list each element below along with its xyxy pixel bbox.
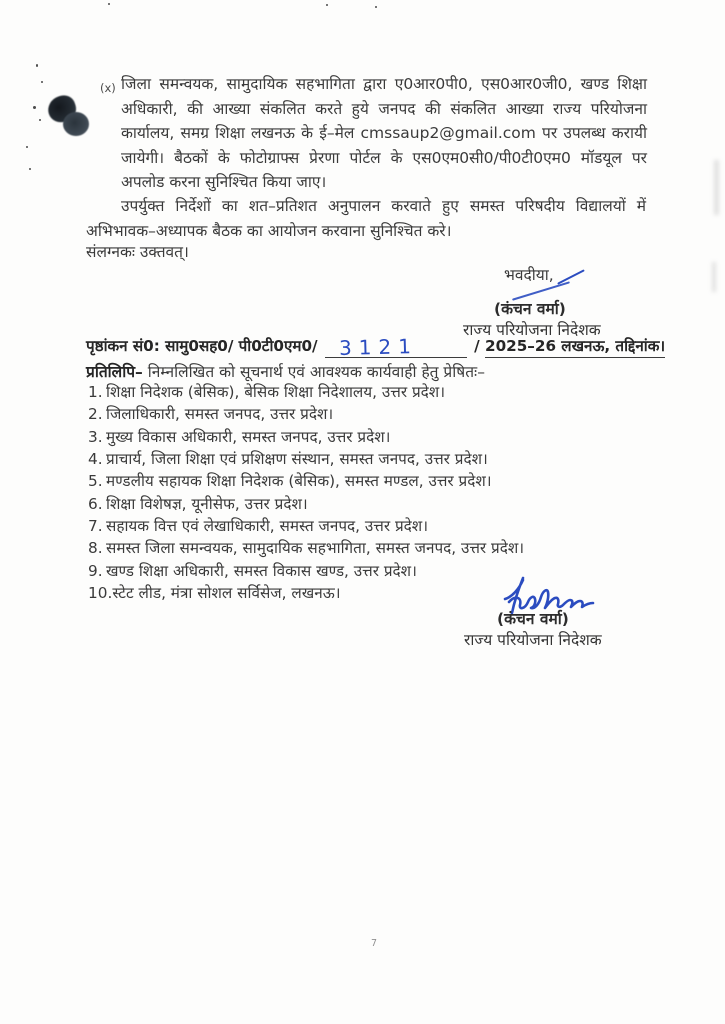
scan-smudge [712,262,716,292]
handwritten-dispatch-number: 3121 [338,333,419,361]
endorsement-line [86,333,666,361]
scan-speck [29,168,31,170]
list-item: 9. खण्ड शिक्षा अधिकारी, समस्त विकास खण्ड, उत्तर प्रदेश। [88,561,417,580]
list-item: 3. मुख्य विकास अधिकारी, समस्त जनपद, उत्तर प्रदेश। [88,427,391,446]
signatory-title: राज्य परियोजना निदेशक [464,631,602,649]
scan-speck [326,4,328,6]
recipients-list [88,381,648,604]
enclosure-line: संलग्नकः उक्तवत्। [86,243,189,261]
endorsement-label: पृष्ठांकन सं0: [86,337,160,355]
list-item: 5. मण्डलीय सहायक शिक्षा निदेशक (बेसिक), समस्त मण्डल, उत्तर प्रदेश। [88,472,492,491]
endorsement-ref-suffix: 2025–26 लखनऊ, तद्दिनांक। [485,336,665,358]
scan-speck [26,146,28,148]
list-item: 7. सहायक वित्त एवं लेखाधिकारी, समस्त जनपद, उत्तर प्रदेश। [88,517,428,536]
closing-paragraph: उपर्युक्त निर्देशों का शत–प्रतिशत अनुपालन करवाते हुए समस्त परिषदीय विद्यालयों में अभिभावक–अध्यापक बैठक का आयोजन करवाना सुनिश्चित करे। [86,197,646,240]
list-item: 8. समस्त जिला समन्वयक, सामुदायिक सहभागिता, समस्त जनपद, उत्तर प्रदेश। [88,539,525,558]
signatory-title: राज्य परियोजना निदेशक [463,321,601,339]
item-x-marker: (x) [100,81,116,95]
endorsement-separator: / [474,337,480,355]
page-number: 7 [371,938,378,949]
scan-speck [375,6,377,8]
list-item: 4. प्राचार्य, जिला शिक्षा एवं प्रशिक्षण संस्थान, समस्त जनपद, उत्तर प्रदेश। [88,450,488,469]
list-item: 6. शिक्षा विशेषज्ञ, यूनीसेफ, उत्तर प्रदेश। [88,494,308,513]
scan-smudge [714,160,719,215]
scan-speck [41,81,43,83]
ink-blot [63,112,89,136]
copy-intro: निम्नलिखित को सूचनार्थ एवं आवश्यक कार्यवाही हेतु प्रेषितः– [147,363,485,381]
signatory-name: (कंचन वर्मा) [494,300,566,318]
scan-speck [33,106,36,109]
signatory-name: (कंचन वर्मा) [497,610,569,628]
copy-label: प्रतिलिपि– [86,363,143,381]
list-item: 2. जिलाधिकारी, समस्त जनपद, उत्तर प्रदेश। [88,405,334,424]
scan-speck [36,64,38,67]
scan-speck [39,119,41,121]
item-x-text: जिला समन्वयक, सामुदायिक सहभागिता द्वारा ए0आर0पी0, एस0आर0जी0, खण्ड शिक्षा अधिकारी, की आख्या संकलित करते हुये जनपद की संकलित आख्या राज्य परियोजना कार्यालय, समग्र शिक्षा लखनऊ के ई–मेल cmssaup2@gmail.com पर उपलब्ध करायी जायेगी। बैठकों के फोटोग्राफ्स प्रेरणा पोर्टल के एस0एम0सी0/पी0टी0एम0 मॉडयूल पर अपलोड करना सुनिश्चित किया जाए। [121,75,647,192]
valediction: भवदीया, [504,266,554,284]
list-item: 10.स्टेट लीड, मंत्रा सोशल सर्विसेज, लखनऊ। [88,584,341,603]
paragraph-item-x [100,72,647,195]
endorsement-ref-prefix: सामु0सह0/ पी0टी0एम0/ [165,337,318,355]
list-item: 1. शिक्षा निदेशक (बेसिक), बेसिक शिक्षा निदेशालय, उत्तर प्रदेश। [88,383,445,401]
endorsement-blank [325,333,467,361]
copy-to-line [86,360,646,382]
scan-speck [108,3,110,5]
